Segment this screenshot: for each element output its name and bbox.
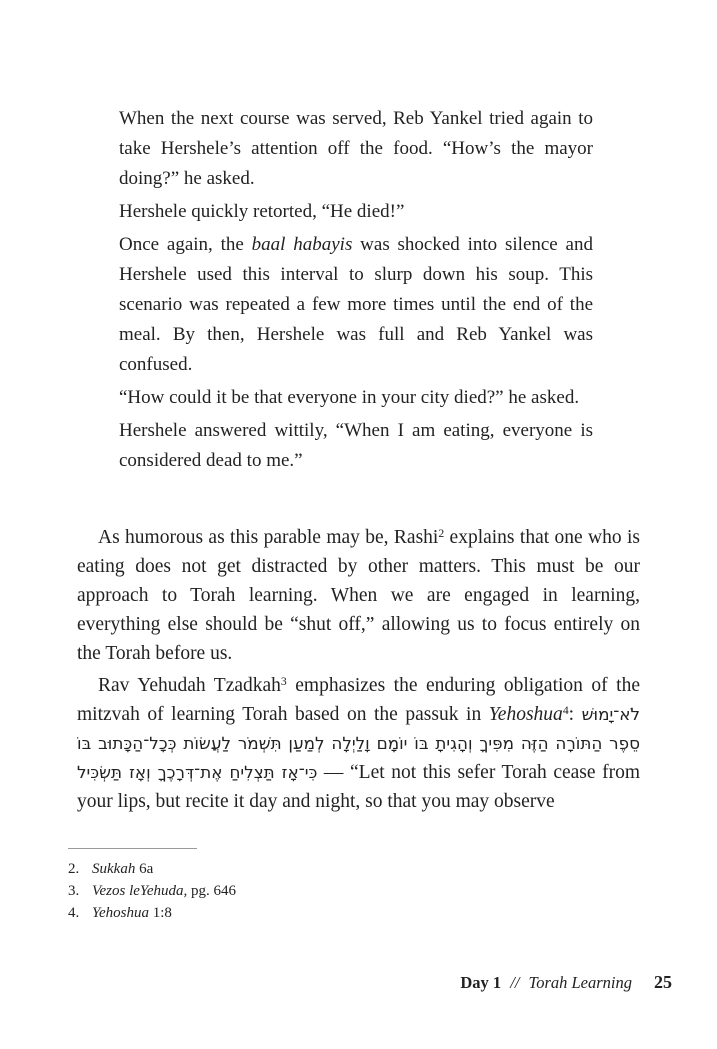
footnote-number: 4. (68, 905, 80, 921)
footer-section-title: Torah Learning (528, 973, 632, 992)
body-paragraph: As humorous as this parable may be, Rashi$^2$ explains that one who is eating does not get distracted by other matters. This must be our approach to Torah learning. When we are engaged in learning, everything else should be “shut off,” allowing us to focus entirely on the Torah before us. (77, 527, 640, 664)
footnote-number: 3. (68, 883, 80, 899)
story-excerpt-block (119, 104, 593, 476)
footnote-text: Yehoshua 1:8 (92, 905, 172, 921)
story-paragraph: Once again, the baal habayis was shocked into silence and Hershele used this interval to slurp down his soup. This scenario was repeated a few more times until the end of the meal. By then, Hershele was full and Reb Yankel was confused. (119, 234, 593, 375)
body-text-block (77, 523, 640, 816)
footer-day-label: Day 1 (460, 973, 502, 992)
footer-separator: // (510, 973, 520, 992)
footnote-text: Sukkah 6a (92, 861, 154, 877)
running-footer (460, 972, 672, 993)
story-paragraph: Hershele quickly retorted, “He died!” (119, 201, 405, 222)
footnote-text: Vezos leYehuda, pg. 646 (92, 883, 237, 899)
page-number: 25 (654, 972, 672, 992)
footnote-item (68, 880, 608, 902)
footnote-item (68, 858, 608, 880)
hebrew-passuk-text: לֹא־יָמוּשׁ סֵפֶר הַתּוֹרָה הַזֶּה מִפִּיךָ וְהָגִיתָ בּוֹ יוֹמָם וָלַיְלָה לְמַעַן תִּשְׁמֹר לַעֲשׂוֹת כְּכָל־הַכָּתוּב בּוֹ כִּי־אָז תַּצְלִיחַ אֶת־דְּרָכֶךָ וְאָז תַּשְׂכִּיל (77, 704, 641, 782)
footnote-divider (68, 848, 197, 849)
footnote-number: 2. (68, 861, 80, 877)
footnote-list (68, 858, 608, 924)
footnote-item (68, 902, 608, 924)
story-paragraph: “How could it be that everyone in your city died?” he asked. (119, 387, 580, 408)
story-paragraph: Hershele answered wittily, “When I am eating, everyone is considered dead to me.” (119, 420, 593, 471)
story-paragraph: When the next course was served, Reb Yankel tried again to take Hershele’s attention off the food. “How’s the mayor doing?” he asked. (119, 108, 593, 189)
body-paragraph: Rav Yehudah Tzadkah$^3$ emphasizes the enduring obligation of the mitzvah of learning Torah based on the passuk in Yehoshua$^4$: לֹא־יָמוּשׁ סֵפֶר הַתּוֹרָה הַזֶּה מִפִּיךָ וְהָגִיתָ בּוֹ יוֹמָם וָלַיְלָה לְמַעַן תִּשְׁמֹר לַעֲשׂוֹת כְּכָל־הַכָּתוּב בּוֹ כִּי־אָז תַּצְלִיחַ אֶת־דְּרָכֶךָ וְאָז תַּשְׂכִּיל — “Let not this sefer Torah cease from your lips, but recite it day and night, so that you may observe (77, 675, 641, 812)
footer-section (460, 973, 632, 993)
